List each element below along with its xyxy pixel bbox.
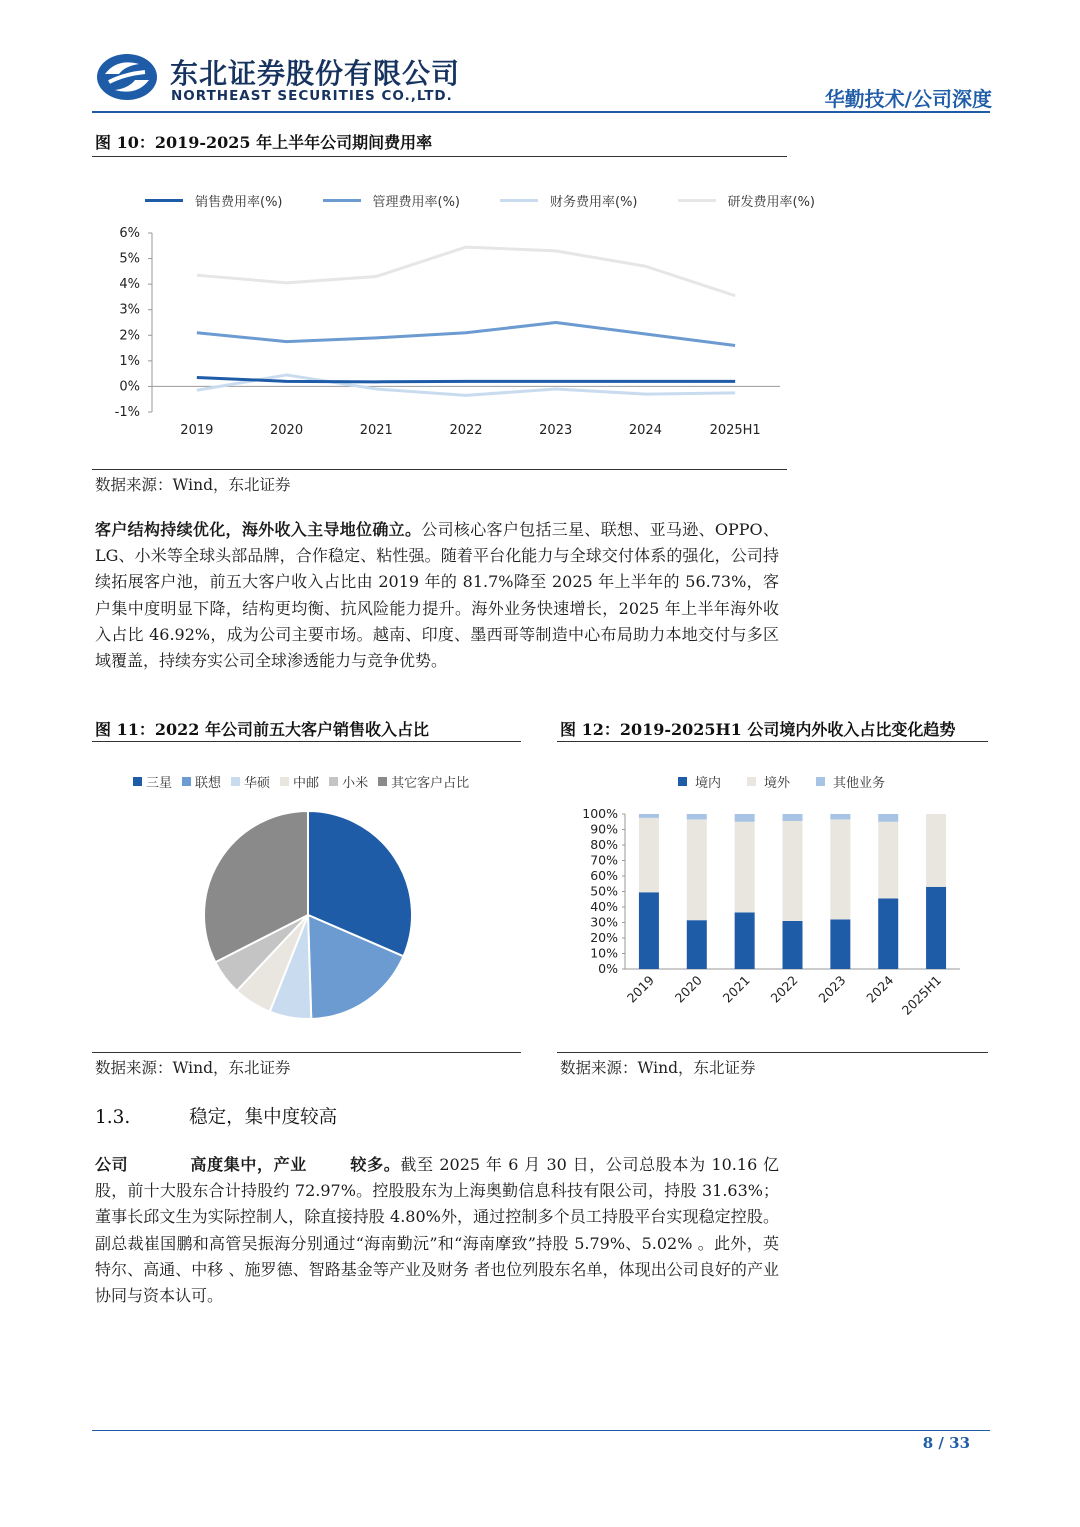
bar-chart-legend [678,772,885,791]
y-tick-label: 40% [590,899,618,914]
company-name-en: NORTHEAST SECURITIES CO.,LTD. [171,88,453,104]
x-tick-label: 2020 [270,423,304,438]
bar-segment-0 [687,920,707,969]
legend-swatch [747,777,756,786]
bar-segment-0 [735,912,755,969]
x-tick-label: 2023 [815,972,849,1006]
legend-label: 境外 [764,776,791,791]
y-tick-label: 6% [119,226,140,241]
paragraph-customer-structure [95,517,779,674]
legend-label: 其他业务 [833,776,886,791]
bar-segment-0 [878,898,898,969]
legend-item-finance [500,191,638,210]
bar-segment-1 [687,819,707,920]
expense-ratio-line-chart [100,220,780,445]
legend-swatch [182,777,191,786]
y-tick-label: 100% [582,806,618,821]
legend-label: 华硕 [244,776,271,791]
legend-swatch [231,777,240,786]
legend-label: 研发费用率(%) [727,195,815,210]
legend-swatch [500,199,538,202]
figure10-bottom-rule [92,469,787,470]
figure10-source: 数据来源：Wind，东北证券 [95,476,291,494]
report-tag: 华勤技术/公司深度 [824,87,992,111]
x-tick-label: 2024 [628,423,662,438]
figure10-title: 图 10：2019-2025 年上半年公司期间费用率 [95,133,433,152]
y-tick-label: 60% [590,868,618,883]
y-tick-label: -1% [114,405,140,420]
x-tick-label: 2021 [359,423,393,438]
legend-item-other-business [816,772,885,791]
legend-item-admin [323,191,461,210]
bar-segment-2 [783,814,803,821]
y-tick-label: 80% [590,837,618,852]
paragraph-body: 截至 2025 年 6 月 30 日，公司总股本为 10.16 亿股，前十大股东合计持股约 72.97%。控股股东为上海奥勤信息科技有限公司，持股 31.63%；董事长邱文生为实际控制人，除直接持股 4.80%外，通过控制多个员工持股平台实现稳定控股。副总裁崔国鹏和高管吴振海分别通过“海南勤沅”和“海南摩致”持股 5.79%、5.02% 。此外，英特尔、高通、中移 、施罗德、智路基金等产业及财务 者也位列股东名单，体现出公司良好的产业协同与资本认可。 [95,1155,779,1306]
legend-item-others [378,772,469,791]
x-tick-label: 2019 [623,972,658,1006]
legend-swatch [133,777,142,786]
x-tick-label: 2024 [863,972,897,1006]
legend-item-samsung [133,772,172,791]
y-tick-label: 1% [119,353,140,369]
y-tick-label: 50% [590,883,618,899]
x-tick-label: 2022 [767,972,801,1006]
legend-swatch [280,777,289,786]
x-tick-label: 2023 [539,423,573,438]
bar-segment-1 [735,822,755,913]
figure12-title: 图 12：2019-2025H1 公司境内外收入占比变化趋势 [560,720,956,739]
x-tick-label: 2022 [449,423,483,438]
figure12-source: 数据来源：Wind，东北证券 [560,1059,756,1077]
legend-item-xiaomi [329,772,368,791]
bar-segment-0 [926,887,946,969]
legend-label: 财务费用率(%) [550,195,638,210]
figure11-bottom-rule [92,1052,521,1053]
series-line-0 [197,377,735,381]
header-divider [92,111,990,113]
legend-swatch [816,777,825,786]
legend-label: 其它客户占比 [391,776,470,791]
legend-swatch [678,199,716,202]
y-tick-label: 3% [119,302,140,318]
company-name-cn: 东北证券股份有限公司 [170,57,461,90]
pie-chart-legend [133,772,469,791]
legend-item-china-post [280,772,319,791]
y-tick-label: 4% [119,277,140,293]
figure11-title: 图 11：2022 年公司前五大客户销售收入占比 [95,720,429,739]
bar-segment-0 [783,921,803,969]
y-tick-label: 5% [119,251,140,267]
series-line-1 [197,323,735,346]
bar-segment-2 [830,814,850,819]
legend-item-lenovo [182,772,221,791]
paragraph-lead: 公司 高度集中，产业 较多。 [95,1155,401,1174]
y-tick-label: 10% [590,945,618,961]
domestic-overseas-bar-chart [560,800,985,1045]
bar-segment-2 [735,814,755,822]
paragraph-lead: 客户结构持续优化，海外收入主导地位确立。 [95,520,422,539]
x-tick-label: 2021 [719,972,753,1006]
y-tick-label: 2% [119,328,140,344]
legend-item-asus [231,772,270,791]
legend-item-domestic [678,772,721,791]
legend-label: 境内 [695,776,722,791]
legend-item-overseas [747,772,790,791]
x-tick-label: 2020 [671,972,705,1006]
series-line-2 [197,375,735,395]
legend-item-rd [678,191,816,210]
y-tick-label: 90% [590,821,618,837]
bar-segment-2 [639,814,659,818]
series-line-3 [197,247,735,296]
figure12-top-rule [557,741,988,742]
legend-label: 三星 [146,776,173,791]
y-tick-label: 0% [119,379,140,395]
x-tick-label: 2019 [180,423,214,438]
bar-segment-1 [783,821,803,921]
bar-segment-0 [830,919,850,969]
y-tick-label: 70% [590,852,618,868]
legend-label: 联想 [195,776,222,791]
y-tick-label: 0% [598,961,618,976]
legend-swatch [329,777,338,786]
figure12-bottom-rule [557,1052,988,1053]
paragraph-shareholders [95,1152,779,1309]
legend-swatch [145,199,183,202]
legend-swatch [678,777,687,786]
legend-swatch [378,777,387,786]
bar-segment-1 [878,822,898,899]
legend-label: 销售费用率(%) [195,195,283,210]
legend-label: 小米 [342,776,369,791]
figure11-source: 数据来源：Wind，东北证券 [95,1059,291,1077]
bar-segment-0 [639,892,659,969]
paragraph-body: 公司核心客户包括三星、联想、亚马逊、OPPO、LG、小米等全球头部品牌，合作稳定、粘性强。随着平台化能力与全球交付体系的强化，公司持续拓展客户池，前五大客户收入占比由 2019 年的 81.7%降至 2025 年上半年的 56.73%，客户集中度明显下降，结构更均衡、抗风险能力提升。海外业务快速增长，2025 年上半年海外收入占比 46.92%，成为公司主要市场。越南、印度、墨西哥等制造中心布局助力本地交付与多区域覆盖，持续夯实公司全球渗透能力与竞争优势。 [95,520,779,671]
bar-segment-2 [687,814,707,819]
top5-customer-pie-chart [190,800,430,1030]
x-tick-label: 2025H1 [709,423,761,438]
legend-label: 管理费用率(%) [372,195,460,210]
figure11-top-rule [92,741,521,742]
legend-label: 中邮 [293,776,320,791]
bar-segment-2 [878,814,898,822]
company-logo [95,52,159,102]
legend-item-sales [145,191,283,210]
bar-segment-1 [639,818,659,892]
line-chart-legend [145,191,815,210]
y-tick-label: 30% [590,914,618,930]
bar-segment-1 [830,819,850,919]
x-tick-label: 2025H1 [898,972,945,1018]
y-tick-label: 20% [590,930,618,945]
footer-divider [92,1430,990,1431]
legend-swatch [323,199,361,202]
figure10-top-rule [92,156,787,157]
page-number: 8 / 33 [922,1434,970,1452]
section-heading: 1.3. 稳定，集中度较高 [95,1107,338,1128]
bar-segment-1 [926,814,946,887]
